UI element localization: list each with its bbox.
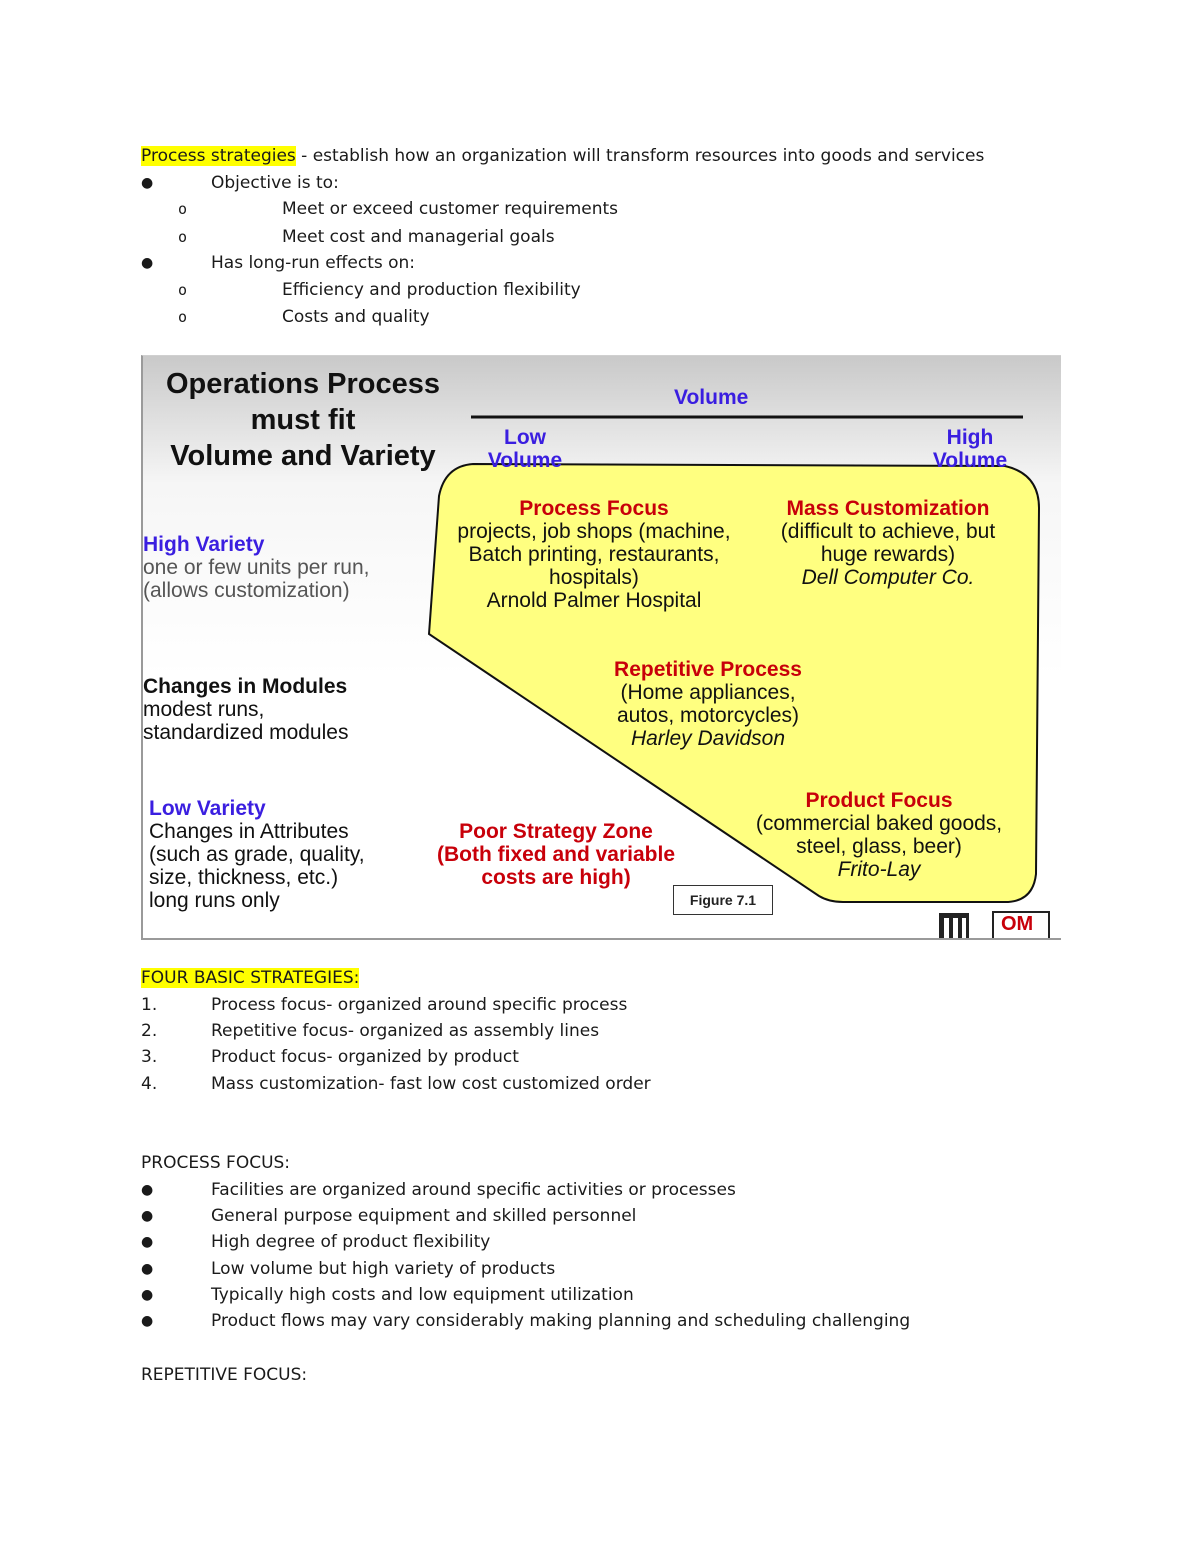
hollow-circle-icon: o <box>178 200 188 218</box>
item-text: Mass customization- fast low cost customized order <box>211 1074 651 1094</box>
zone-line: Poor Strategy Zone <box>459 820 653 843</box>
label-line: modest runs, <box>143 698 265 721</box>
om-logo-text: OM <box>1001 913 1034 935</box>
intro-paragraph <box>141 145 984 167</box>
block-heading: Process Focus <box>519 497 669 520</box>
four-strategies-heading <box>141 967 359 989</box>
term-highlight: Process strategies <box>141 146 296 166</box>
block-line: projects, job shops (machine, <box>457 520 731 543</box>
figure-title <box>153 366 453 474</box>
changes-modules-label <box>143 675 348 744</box>
term-definition: - establish how an organization will transform resources into goods and services <box>295 146 985 166</box>
mass-customization-block <box>763 497 1013 589</box>
list-item-text: Costs and quality <box>282 307 430 327</box>
high-volume-label <box>925 426 1015 472</box>
title-line: Volume and Variety <box>170 440 436 472</box>
hollow-circle-icon: o <box>178 281 188 299</box>
block-example: Dell Computer Co. <box>801 566 975 589</box>
label-line: long runs only <box>149 889 280 912</box>
volume-axis-label: Volume <box>674 386 749 409</box>
list-item-text: Meet or exceed customer requirements <box>282 199 619 219</box>
bullet-icon: ● <box>141 1313 154 1329</box>
list-item-text: High degree of product flexibility <box>211 1232 491 1252</box>
bullet-icon: ● <box>141 1287 154 1303</box>
list-item-text: Typically high costs and low equipment utilization <box>211 1285 634 1305</box>
bullet-icon: ● <box>141 1182 154 1198</box>
label-line: Volume <box>487 449 563 472</box>
bullet-icon: ● <box>141 1208 154 1224</box>
heading-highlight: FOUR BASIC STRATEGIES: <box>141 968 360 988</box>
label-line: High <box>946 426 994 449</box>
product-focus-block <box>739 789 1019 881</box>
item-number: 4. <box>141 1074 158 1094</box>
item-number: 1. <box>141 995 158 1015</box>
bullet-icon: ● <box>141 1261 154 1277</box>
list-item-text: Efficiency and production flexibility <box>282 280 581 300</box>
item-text: Process focus- organized around specific process <box>211 995 628 1015</box>
item-number: 3. <box>141 1047 158 1067</box>
list-item-text: Objective is to: <box>211 173 339 193</box>
bullet-icon: ● <box>141 1234 154 1250</box>
item-text: Repetitive focus- organized as assembly lines <box>211 1021 600 1041</box>
title-line: must fit <box>250 404 356 436</box>
block-line: autos, motorcycles) <box>616 704 800 727</box>
label-line: standardized modules <box>143 721 349 744</box>
block-heading: Repetitive Process <box>614 658 802 681</box>
label-line: Volume <box>932 449 1008 472</box>
block-heading: Mass Customization <box>786 497 990 520</box>
high-variety-label <box>143 533 369 602</box>
label-line: (such as grade, quality, <box>149 843 365 866</box>
list-item-text: General purpose equipment and skilled personnel <box>211 1206 637 1226</box>
low-variety-label <box>149 797 365 912</box>
list-item-text: Meet cost and managerial goals <box>282 227 555 247</box>
item-number: 2. <box>141 1021 158 1041</box>
block-line: Arnold Palmer Hospital <box>486 589 702 612</box>
list-item-text: Low volume but high variety of products <box>211 1259 556 1279</box>
repetitive-focus-heading: REPETITIVE FOCUS: <box>141 1365 308 1385</box>
item-text: Product focus- organized by product <box>211 1047 519 1067</box>
process-focus-heading: PROCESS FOCUS: <box>141 1153 291 1173</box>
label-line: Low <box>504 426 546 449</box>
hollow-circle-icon: o <box>178 308 188 326</box>
zone-line: costs are high) <box>481 866 631 889</box>
block-line: (difficult to achieve, but <box>780 520 996 543</box>
block-heading: Product Focus <box>805 789 953 812</box>
label-heading: Changes in Modules <box>143 675 348 698</box>
repetitive-process-block <box>573 658 843 750</box>
bullet-icon: ● <box>141 175 154 191</box>
figure-number-label: Figure 7.1 <box>673 885 773 915</box>
poor-strategy-zone <box>411 820 701 889</box>
volume-variety-figure <box>141 355 1061 940</box>
process-focus-block <box>435 497 753 612</box>
block-line: (commercial baked goods, <box>755 812 1003 835</box>
label-line: Changes in Attributes <box>149 820 349 843</box>
block-example: Frito-Lay <box>837 858 921 881</box>
title-line: Operations Process <box>166 368 440 400</box>
zone-line: (Both fixed and variable <box>436 843 676 866</box>
label-heading: High Variety <box>143 533 265 556</box>
label-line: one or few units per run, <box>143 556 370 579</box>
block-example: Harley Davidson <box>630 727 786 750</box>
bullet-icon: ● <box>141 255 154 271</box>
list-item-text: Has long-run effects on: <box>211 253 416 273</box>
list-item-text: Facilities are organized around specific activities or processes <box>211 1180 736 1200</box>
hollow-circle-icon: o <box>178 228 188 246</box>
block-line: (Home appliances, <box>620 681 796 704</box>
block-line: steel, glass, beer) <box>796 835 962 858</box>
label-line: size, thickness, etc.) <box>149 866 339 889</box>
list-item-text: Product flows may vary considerably making planning and scheduling challenging <box>211 1311 911 1331</box>
low-volume-label <box>482 426 568 472</box>
label-heading: Low Variety <box>149 797 266 820</box>
block-line: huge rewards) <box>820 543 956 566</box>
block-line: hospitals) <box>549 566 639 589</box>
label-line: (allows customization) <box>143 579 350 602</box>
block-line: Batch printing, restaurants, <box>468 543 720 566</box>
